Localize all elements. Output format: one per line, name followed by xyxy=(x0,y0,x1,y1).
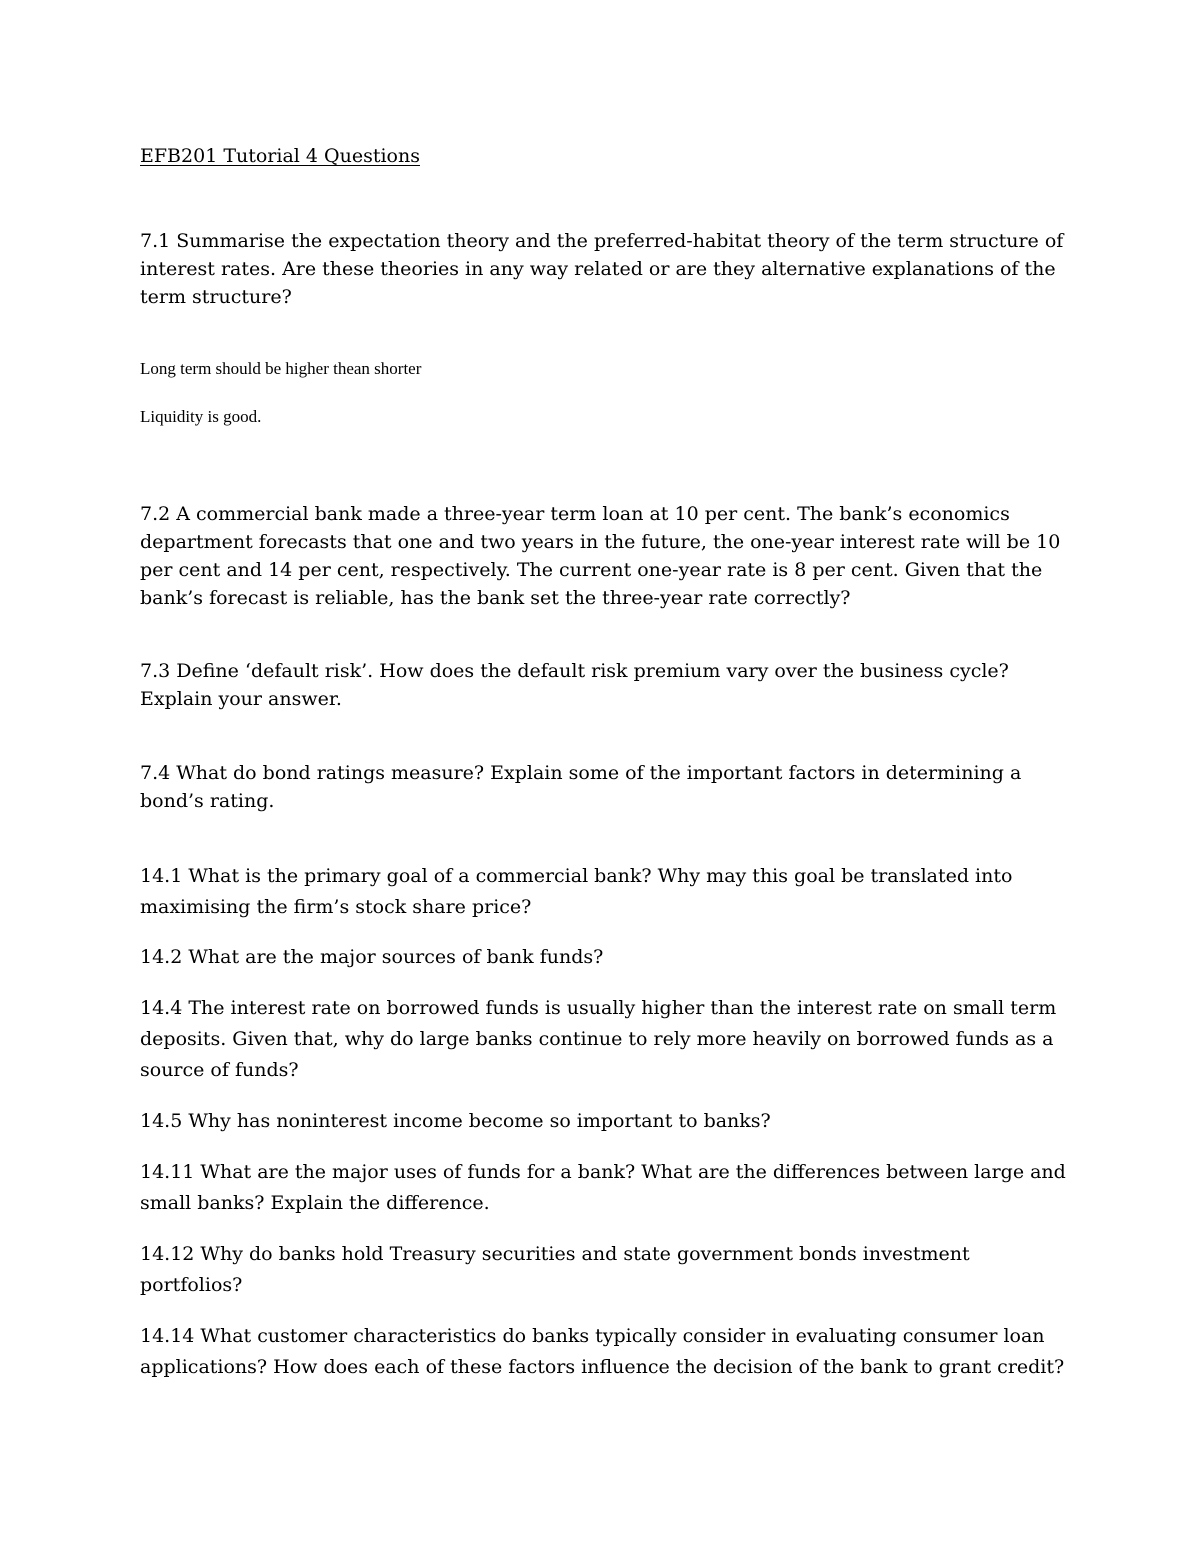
question-7-4: 7.4 What do bond ratings measure? Explain some of the important factors in determining a bond’s rating. xyxy=(140,762,1022,812)
answer-7-1-line-2: Liquidity is good. xyxy=(140,407,262,426)
question-14-5: 14.5 Why has noninterest income become so important to banks? xyxy=(140,1110,771,1132)
question-14-14: 14.14 What customer characteristics do banks typically consider in evaluating consumer loan applications? How does each of these factors influence the decision of the bank to grant credit? xyxy=(140,1325,1065,1378)
question-14-2: 14.2 What are the major sources of bank funds? xyxy=(140,946,604,968)
question-7-2: 7.2 A commercial bank made a three-year term loan at 10 per cent. The bank’s economics department forecasts that one and two years in the future, the one-year interest rate will be 10 per cent and 14 per cent, respectively. The current one-year rate is 8 per cent. Given that the bank’s forecast is reliable, has the bank set the three-year rate correctly? xyxy=(140,503,1061,609)
question-7-1: 7.1 Summarise the expectation theory and the preferred-habitat theory of the term structure of interest rates. Are these theories in any way related or are they alternative explanations of the term structure? xyxy=(140,230,1064,308)
answer-7-1-line-1: Long term should be higher thean shorter xyxy=(140,359,422,378)
document-title: EFB201 Tutorial 4 Questions xyxy=(140,145,420,167)
question-14-1: 14.1 What is the primary goal of a commercial bank? Why may this goal be translated into maximising the firm’s stock share price? xyxy=(140,865,1013,918)
question-7-3: 7.3 Define ‘default risk’. How does the default risk premium vary over the business cycle? Explain your answer. xyxy=(140,660,1009,710)
question-14-11: 14.11 What are the major uses of funds for a bank? What are the differences between large and small banks? Explain the difference. xyxy=(140,1161,1066,1214)
question-14-12: 14.12 Why do banks hold Treasury securities and state government bonds investment portfolios? xyxy=(140,1243,970,1296)
question-14-4: 14.4 The interest rate on borrowed funds is usually higher than the interest rate on small term deposits. Given that, why do large banks continue to rely more heavily on borrowed funds as a source of funds? xyxy=(140,997,1057,1081)
